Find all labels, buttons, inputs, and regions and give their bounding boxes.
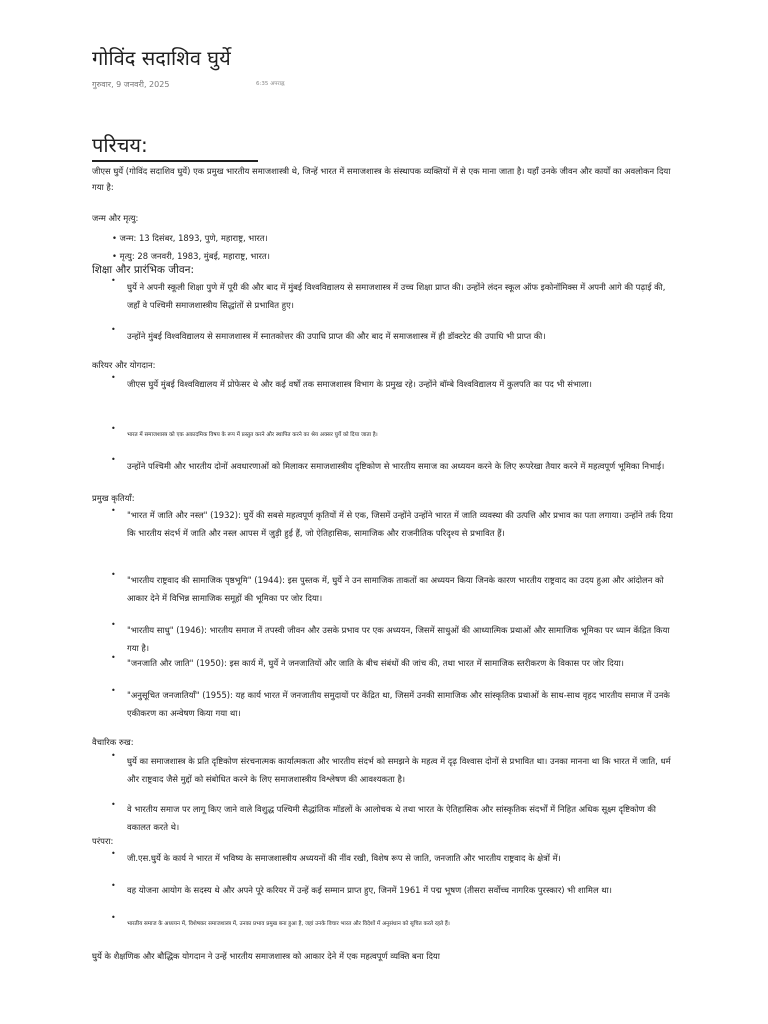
list-item: वह योजना आयोग के सदस्य थे और अपने पूरे करियर में उन्हें कई सम्मान प्राप्त हुए, जिनमें 1961 में पद्म भूषण (तीसरा सर्वोच्च नागरिक पुरस्कार) भी शामिल था। (127, 885, 612, 895)
education-heading: शिक्षा और प्रारंभिक जीवन: (92, 264, 195, 276)
legacy-heading: परंपरा: (92, 836, 114, 846)
bullet: • (111, 653, 116, 662)
list-item: भारतीय समाज के अध्ययन में, विशेषकर समाजशास्त्र में, उनका प्रभाव प्रमुख बना हुआ है, जहां उनके विचार भारत और विदेशों में अनुसंधान को सूचित करते रहते हैं। (127, 921, 450, 927)
works-heading: प्रमुख कृतियाँ: (92, 493, 135, 503)
bullet: • (111, 881, 116, 890)
bullet: • (111, 325, 116, 334)
list-item: "भारत में जाति और नस्ल" (1932): घुर्ये की सबसे महत्वपूर्ण कृतियों में से एक, जिसमें उन्होंने उन्होंने भारत में जाति व्यवस्था की उत्पत्ति और प्रभाव का पता लगाया। उन्होंने तर्क दिया कि भारतीय संदर्भ में जाति और नस्ल आपस में जुड़ी हुई हैं, जो ऐतिहासिक, सामाजिक और राजनीतिक परिदृश्य से प्रभावित हैं। (127, 510, 673, 538)
intro-paragraph: जीएस घुर्ये (गोविंद सदाशिव घुर्ये) एक प्रमुख भारतीय समाजशास्त्री थे, जिन्हें भारत में समाजशास्त्र के संस्थापक व्यक्तियों में से एक माना जाता है। यहाँ उनके जीवन और कार्यों का अवलोकन दिया गया है: (92, 166, 671, 192)
list-item: घुर्ये का समाजशास्त्र के प्रति दृष्टिकोण संरचनात्मक कार्यात्मकता और भारतीय संदर्भ को समझने के महत्व में दृढ़ विश्वास दोनों से प्रभावित था। उनका मानना था कि भारत में जाति, धर्म और राष्ट्रवाद जैसे मुद्दों को संबोधित करने के लिए समाजशास्त्रीय विश्लेषण की आवश्यकता है। (127, 756, 671, 784)
post-time: 6:35 अपराह्न (256, 81, 285, 87)
bullet: • (111, 373, 116, 382)
list-item: "अनुसूचित जनजातियाँ" (1955): यह कार्य भारत में जनजातीय समुदायों पर केंद्रित था, जिसमें उनकी सामाजिक और सांस्कृतिक प्रथाओं के साथ-साथ वृहद भारतीय समाज में उनके एकीकरण का अन्वेषण किया गया था। (127, 690, 670, 718)
bullet: • (111, 800, 116, 809)
bullet: • (111, 686, 116, 695)
conclusion-paragraph: घुर्ये के शैक्षणिक और बौद्धिक योगदान ने उन्हें भारतीय समाजशास्त्र को आकार देने में एक महत्वपूर्ण व्यक्ति बना दिया (92, 951, 440, 961)
list-item: "भारतीय साधु" (1946): भारतीय समाज में तपस्वी जीवन और उसके प्रभाव पर एक अध्ययन, जिसमें साधुओं की आध्यात्मिक प्रथाओं और सामाजिक भूमिका पर ध्यान केंद्रित किया गया है। (127, 625, 670, 653)
list-item: उन्होंने मुंबई विश्वविद्यालय से समाजशास्त्र में स्नातकोत्तर की उपाधि प्राप्त की और बाद में समाजशास्त्र में ही डॉक्टरेट की उपाधि भी प्राप्त की। (127, 331, 546, 341)
list-item: वे भारतीय समाज पर लागू किए जाने वाले विशुद्ध पश्चिमी सैद्धांतिक मॉडलों के आलोचक थे तथा भारत के ऐतिहासिक और सांस्कृतिक संदर्भों में निहित अधिक सूक्ष्म दृष्टिकोण की वकालत करते थे। (127, 804, 656, 832)
list-item: घुर्ये ने अपनी स्कूली शिक्षा पुणे में पूरी की और बाद में मुंबई विश्वविद्यालय से समाजशास्त्र में उच्च शिक्षा प्राप्त की। उन्होंने लंदन स्कूल ऑफ इकोनॉमिक्स में अपनी आगे की पढ़ाई की, जहाँ वे पश्चिमी समाजशास्त्रीय सिद्धांतों से प्रभावित हुए। (127, 282, 666, 310)
bullet: • (111, 751, 116, 760)
birth-item: • जन्म: 13 दिसंबर, 1893, पुणे, महाराष्ट्र, भारत। (112, 233, 268, 243)
list-item: "जनजाति और जाति" (1950): इस कार्य में, घुर्ये ने जनजातियों और जाति के बीच संबंधों की जांच की, तथा भारत में सामाजिक स्तरीकरण के विकास पर जोर दिया। (127, 658, 624, 668)
bullet: • (111, 570, 116, 579)
bullet: • (111, 455, 116, 464)
bullet: • (111, 506, 116, 515)
intro-heading: परिचय: (92, 133, 148, 157)
list-item: भारत में समाजशास्त्र को एक अकादमिक विषय के रूप में प्रस्तुत करने और स्थापित करने का श्रेय अक्सर घुर्ये को दिया जाता है। (127, 432, 378, 438)
list-item: उन्होंने पश्चिमी और भारतीय दोनों अवधारणाओं को मिलाकर समाजशास्त्रीय दृष्टिकोण से भारतीय समाज का अध्ययन करने के लिए रूपरेखा तैयार करने में महत्वपूर्ण भूमिका निभाई। (127, 461, 665, 471)
bullet: • (111, 913, 116, 922)
list-item: जीएस घुर्ये मुंबई विश्वविद्यालय में प्रोफेसर थे और कई वर्षों तक समाजशास्त्र विभाग के प्रमुख रहे। उन्होंने बॉम्बे विश्वविद्यालय में कुलपति का पद भी संभाला। (127, 379, 592, 389)
list-item: "भारतीय राष्ट्रवाद की सामाजिक पृष्ठभूमि" (1944): इस पुस्तक में, घुर्ये ने उन सामाजिक ताकतों का अध्ययन किया जिनके कारण भारतीय राष्ट्रवाद का उदय हुआ और आंदोलन को आकार देने में विभिन्न सामाजिक समूहों की भूमिका पर जोर दिया। (127, 575, 664, 603)
career-heading: करियर और योगदान: (92, 360, 156, 370)
bullet: • (111, 424, 116, 433)
bullet: • (111, 276, 116, 285)
ideas-heading: वैचारिक रुख: (92, 737, 134, 747)
post-date: गुरुवार, 9 जनवरी, 2025 (92, 80, 170, 89)
page-title: गोविंद सदाशिव घुर्ये (92, 46, 231, 70)
bullet: • (111, 849, 116, 858)
list-item: जी.एस.घुर्ये के कार्य ने भारत में भविष्य के समाजशास्त्रीय अध्ययनों की नींव रखी, विशेष रूप से जाति, जनजाति और भारतीय राष्ट्रवाद के क्षेत्रों में। (127, 853, 561, 863)
bullet: • (111, 620, 116, 629)
death-item: • मृत्यु: 28 जनवरी, 1983, मुंबई, महाराष्ट्र, भारत। (112, 251, 270, 261)
birth-death-label: जन्म और मृत्यु: (92, 213, 139, 223)
heading-underline (92, 160, 258, 162)
